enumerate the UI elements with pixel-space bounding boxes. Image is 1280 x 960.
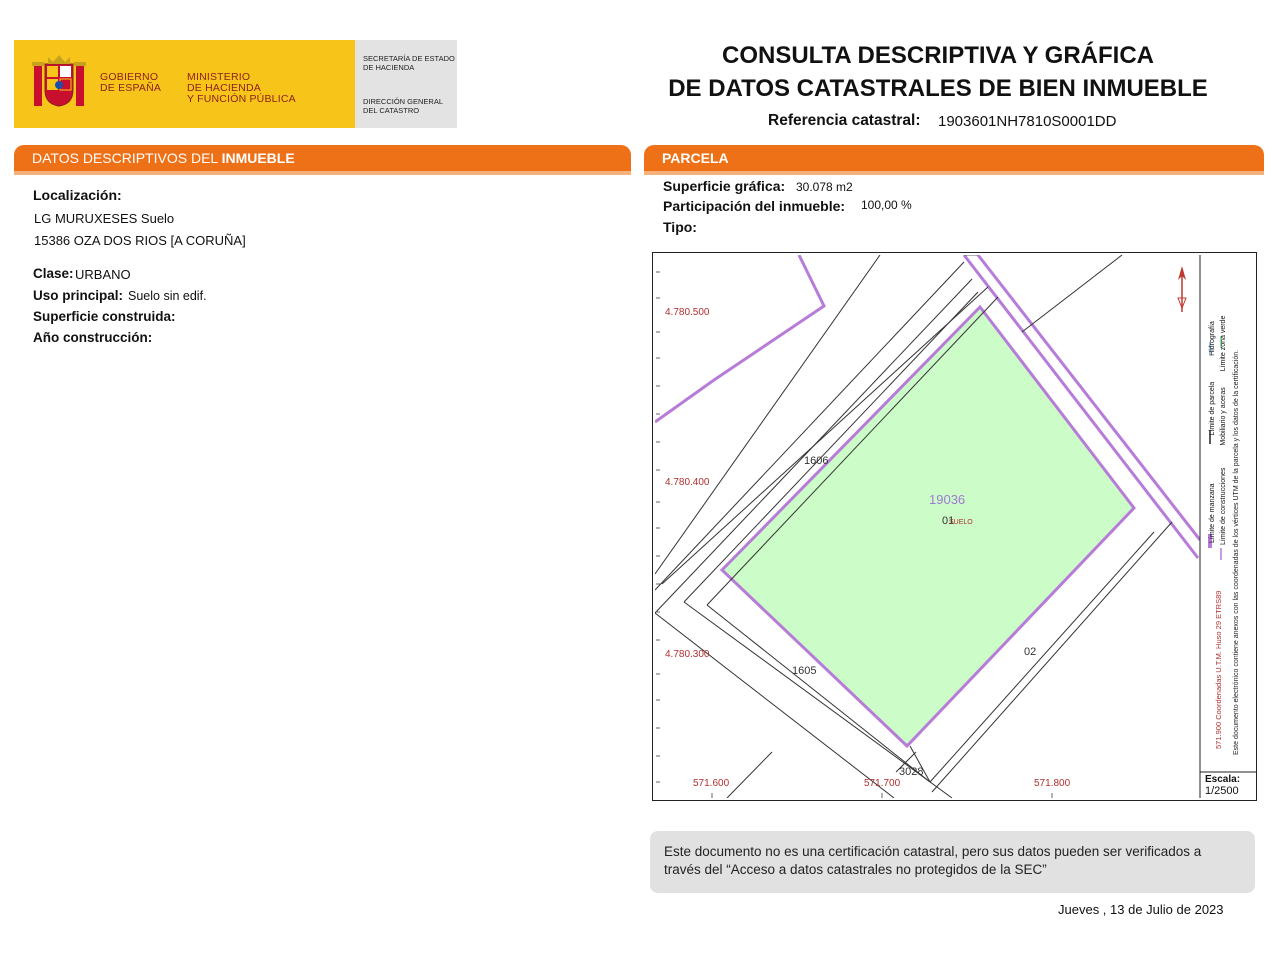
address-line1: LG MURUXESES Suelo xyxy=(34,211,175,226)
parcel-label: 02 xyxy=(1024,646,1037,658)
y-axis-label: 4.780.500 xyxy=(665,307,710,318)
document-title-line1: CONSULTA DESCRIPTIVA Y GRÁFICA xyxy=(721,42,1155,69)
cadastral-map xyxy=(652,252,1257,801)
y-axis-label: 4.780.300 xyxy=(665,649,710,660)
main-parcel-sub: 01 xyxy=(942,515,955,527)
x-axis-label: 571.700 xyxy=(864,778,901,789)
legend-zona-verde: Límite zona verde xyxy=(1220,315,1227,372)
legend-construcciones: Límite de construcciones xyxy=(1220,467,1227,545)
participacion-value: 100,00 % xyxy=(861,198,912,212)
referencia-label: Referencia catastral: xyxy=(768,112,921,129)
bar-title-bold: INMUEBLE xyxy=(221,150,295,166)
escala-value: 1/2500 xyxy=(1205,785,1239,797)
bar-shadow xyxy=(644,171,1264,175)
main-parcel-ref: 19036 xyxy=(929,492,966,507)
document-date: Jueves , 13 de Julio de 2023 xyxy=(1058,902,1224,917)
parcel-19036 xyxy=(722,307,1134,746)
uso-principal-label: Uso principal: xyxy=(33,288,124,303)
electronic-note: Este documento electrónico contiene anexos con las coordenadas de los vértices UTM de la parcela y los datos de la certificación. xyxy=(1233,349,1240,755)
referencia-value: 1903601NH7810S0001DD xyxy=(938,113,1117,130)
parcel-label: 1605 xyxy=(792,665,817,677)
uso-principal-value: Suelo sin edif. xyxy=(128,289,207,303)
bar-title-prefix: DATOS DESCRIPTIVOS DEL xyxy=(32,150,222,166)
y-axis-label: 4.780.400 xyxy=(665,477,710,488)
parcel-label: 1606 xyxy=(804,455,829,467)
bar-shadow xyxy=(14,171,631,175)
localizacion-label: Localización: xyxy=(33,187,122,203)
superficie-construida-label: Superficie construida: xyxy=(33,309,176,324)
coat-of-arms-icon xyxy=(28,52,90,114)
legend-parcela: Límite de parcela xyxy=(1209,381,1216,436)
legend-mobiliario: Mobiliario y aceras xyxy=(1220,387,1227,446)
gobierno-espana-text: GOBIERNO DE ESPAÑA xyxy=(100,71,162,94)
direccion-text: DIRECCIÓN GENERAL DEL CATASTRO xyxy=(363,97,444,115)
parcel-label: 3028 xyxy=(899,766,924,778)
escala-label: Escala: xyxy=(1205,774,1241,785)
address-line2: 15386 OZA DOS RIOS [A CORUÑA] xyxy=(34,233,246,248)
participacion-label: Participación del inmueble: xyxy=(663,198,846,214)
legend-manzana: Límite de manzana xyxy=(1209,483,1216,543)
x-axis-label: 571.600 xyxy=(693,778,730,789)
parcela-bar-title: PARCELA xyxy=(662,150,729,166)
superficie-grafica-value: 30.078 m2 xyxy=(796,180,853,194)
tipo-label: Tipo: xyxy=(663,219,697,235)
coords-note: 571.900 Coordenadas U.T.M. Huso 29 ETRS89 xyxy=(1214,590,1223,749)
clase-value: URBANO xyxy=(75,267,131,282)
clase-label: Clase: xyxy=(33,266,74,281)
superficie-grafica-label: Superficie gráfica: xyxy=(663,178,786,194)
document-title-line2: DE DATOS CATASTRALES DE BIEN INMUEBLE xyxy=(668,75,1208,102)
verification-notice: Este documento no es una certificación catastral, pero sus datos pueden ser verificados a través del “Acceso a datos catastrales no protegidos de la SEC” xyxy=(650,831,1255,893)
suelo-tag: SUELO xyxy=(949,519,973,526)
legend-hidrografia: Hidrografía xyxy=(1209,321,1216,356)
road-boundary xyxy=(655,255,824,422)
secretaria-text: SECRETARÍA DE ESTADO DE HACIENDA xyxy=(363,54,455,72)
parcela-header xyxy=(644,145,1264,171)
ministerio-text: MINISTERIO DE HACIENDA Y FUNCIÓN PÚBLICA xyxy=(187,71,296,105)
anio-construccion-label: Año construcción: xyxy=(33,330,153,345)
legend-text xyxy=(1207,289,1229,549)
x-axis-label: 571.800 xyxy=(1034,778,1071,789)
north-arrow-icon xyxy=(1178,266,1186,312)
datos-descriptivos-header xyxy=(14,145,631,171)
